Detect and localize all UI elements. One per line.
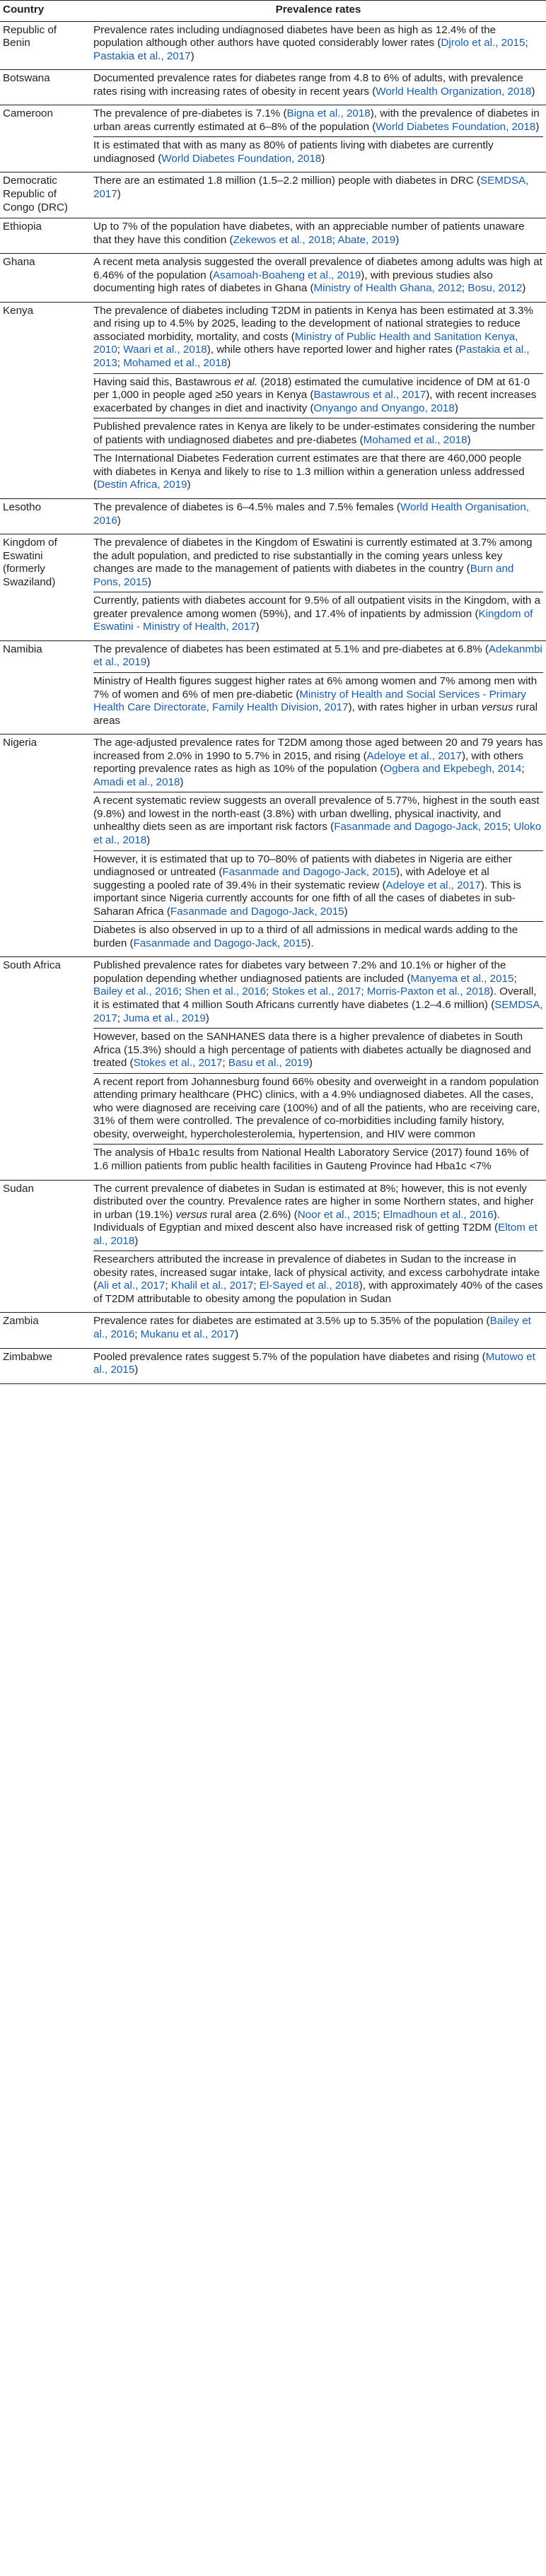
body-text: It is estimated that with as many as 80% of patients living with diabetes are currently undiagnosed ( — [93, 139, 494, 165]
citation-link[interactable]: Asamoah-Boaheng et al., 2019 — [212, 269, 361, 281]
body-text: ) — [395, 233, 400, 246]
table-row — [0, 957, 546, 1180]
italic-text: versus — [481, 701, 513, 714]
body-text: A recent report from Johannesburg found 66% obesity and overweight in a random population attending primary healthcare (PHC) clinics, with a 4.9% undiagnosed diabetes. All the cases, who were diagnosed are receiving care (100%) and of all the patients, who are receiving care, 31% of them were controlled. The prevalence of co-morbidities including family history, obesity, overweight, hypercholesterolemia, hypertension, and HIV were common — [93, 1075, 540, 1140]
body-text: ) — [146, 833, 151, 846]
country-cell: Democratic Republic of Congo (DRC) — [0, 172, 91, 218]
italic-text: et al. — [234, 375, 258, 388]
body-text: ) — [117, 514, 121, 527]
body-text: ) — [134, 1364, 139, 1376]
body-text: However, it is estimated that up to 70–80% of patients with diabetes in Nigeria are either undiagnosed or untreated ( — [93, 853, 512, 879]
citation-link[interactable]: Waari et al., 2018 — [123, 344, 207, 356]
prevalence-cell — [91, 1180, 546, 1313]
body-text: ). Overall, it is estimated that 4 million South Africans currently have diabetes (1.2–4.6 million) ( — [93, 985, 537, 1011]
table-row — [0, 1313, 546, 1348]
citation-link[interactable]: Adekanmbi et al., 2019 — [93, 643, 542, 669]
prevalence-paragraph — [93, 107, 543, 136]
body-text: ; — [165, 1280, 171, 1292]
prevalence-cell — [91, 70, 546, 105]
body-text: ) — [522, 282, 526, 295]
citation-link[interactable]: Destin Africa, 2019 — [97, 479, 187, 491]
body-text: ; — [521, 763, 525, 775]
citation-link[interactable]: Mohamed et al., 2018 — [363, 433, 467, 446]
body-text: The age-adjusted prevalence rates for T2DM among those aged between 20 and 79 years has increased from 2.0% in 1990 to 5.7% in 2015, and rising ( — [93, 737, 543, 762]
citation-link[interactable]: Amadi et al., 2018 — [93, 775, 180, 788]
citation-link[interactable]: SEMDSA, 2017 — [93, 175, 529, 201]
body-text: The prevalence of diabetes including T2DM in patients in Kenya has been estimated at 3.3% and rising up to 4.5% by 2025, leading to the development of national strategies to reduce associated morbidity, mortality, and costs ( — [93, 304, 533, 343]
body-text: ) — [531, 85, 535, 98]
body-text: ) — [454, 402, 458, 414]
citation-link[interactable]: World Health Organisation, 2016 — [93, 500, 529, 527]
prevalence-paragraph — [93, 737, 543, 792]
body-text: Documented prevalence rates for diabetes range from 4.8 to 6% of adults, with prevalence rates rising with increasing rates of obesity in recent years ( — [93, 72, 523, 98]
citation-link[interactable]: Ministry of Health Ghana, 2012 — [313, 282, 462, 295]
prevalence-paragraph — [93, 72, 543, 101]
prevalence-paragraph — [93, 24, 543, 66]
citation-link[interactable]: Zekewos et al., 2018 — [233, 233, 332, 246]
prevalence-paragraph — [93, 643, 543, 672]
table-row — [0, 21, 546, 70]
prevalence-paragraph — [93, 373, 543, 418]
table-row — [0, 172, 546, 218]
prevalence-paragraph — [93, 792, 543, 850]
citation-link[interactable]: Pastakia et al., 2017 — [93, 49, 191, 62]
body-text: ; — [507, 821, 514, 833]
body-text: ) — [146, 656, 151, 669]
prevalence-paragraph — [93, 418, 543, 450]
citation-link[interactable]: Mohamed et al., 2018 — [123, 357, 228, 370]
citation-link[interactable]: Adeloye et al., 2017 — [385, 879, 481, 891]
table-row — [0, 534, 546, 641]
citation-link[interactable]: Manyema et al., 2015 — [410, 972, 514, 985]
table-body — [0, 21, 546, 1383]
body-text: ), while others have reported lower and higher rates ( — [207, 344, 459, 356]
country-cell: Sudan — [0, 1180, 91, 1313]
citation-link[interactable]: Shen et al., 2016 — [185, 985, 267, 998]
country-cell: Nigeria — [0, 734, 91, 957]
citation-link[interactable]: Bosu, 2012 — [467, 282, 523, 295]
body-text: Pooled prevalence rates suggest 5.7% of the population have diabetes and rising ( — [93, 1350, 486, 1363]
column-header-country: Country — [0, 1, 91, 22]
citation-link[interactable]: Djrolo et al., 2015 — [441, 37, 525, 49]
prevalence-paragraph — [93, 672, 543, 730]
prevalence-cell — [91, 734, 546, 957]
body-text: ; — [117, 344, 124, 356]
body-text: ; — [178, 985, 185, 998]
citation-link[interactable]: Noor et al., 2015 — [297, 1208, 377, 1221]
body-text: ) — [187, 479, 191, 491]
body-text: Ministry of Health figures suggest higher rates at 6% among women and 7% among men with 7% of women and 6% of men pre-diabetic ( — [93, 674, 538, 701]
prevalence-cell — [91, 21, 546, 70]
body-text: ) — [117, 188, 121, 201]
prevalence-cell — [91, 302, 546, 498]
prevalence-paragraph — [93, 450, 543, 495]
prevalence-cell — [91, 1313, 546, 1348]
body-text: Up to 7% of the population have diabetes, with an appreciable number of patients unaware that they have this condition ( — [93, 221, 525, 246]
citation-link[interactable]: Pastakia et al., 2013 — [93, 344, 530, 370]
citation-link[interactable]: World Diabetes Foundation, 2018 — [376, 120, 536, 133]
body-text: ), with previous studies also documenting high rates of diabetes in Ghana ( — [93, 269, 493, 295]
citation-link[interactable]: Uloko et al., 2018 — [93, 821, 542, 846]
body-text: ; — [117, 357, 124, 370]
body-text: ; — [525, 37, 528, 49]
country-cell: Zimbabwe — [0, 1348, 91, 1383]
citation-link[interactable]: Mutowo et al., 2015 — [93, 1350, 535, 1376]
citation-link[interactable]: El-Sayed et al., 2018 — [259, 1280, 359, 1292]
country-cell: Botswana — [0, 70, 91, 105]
table-row — [0, 734, 546, 957]
prevalence-cell — [91, 105, 546, 172]
body-text: Currently, patients with diabetes account for 9.5% of all outpatient visits in the Kingdom, with a greater prevalence among women (59%), and 17.4% of inpatients by admission ( — [93, 595, 541, 620]
body-text: The prevalence of pre-diabetes is 7.1% ( — [93, 107, 287, 120]
body-text: ; — [361, 985, 367, 998]
column-header-prevalence-rates: Prevalence rates — [91, 1, 546, 22]
country-cell: Republic of Benin — [0, 21, 91, 70]
body-text: ; — [461, 282, 468, 295]
prevalence-cell — [91, 218, 546, 254]
header-row — [0, 1, 546, 22]
country-cell: Namibia — [0, 640, 91, 734]
prevalence-cell — [91, 172, 546, 218]
country-cell: Kenya — [0, 302, 91, 498]
body-text: ; — [513, 972, 517, 985]
prevalence-paragraph — [93, 1073, 543, 1144]
prevalence-paragraph — [93, 921, 543, 953]
table-row — [0, 70, 546, 105]
country-cell: Cameroon — [0, 105, 91, 172]
body-text: ), with rates higher in urban — [348, 701, 482, 714]
prevalence-cell — [91, 254, 546, 303]
citation-link[interactable]: Morris-Paxton et al., 2018 — [366, 985, 490, 998]
citation-link[interactable]: Eltom et al., 2018 — [93, 1222, 538, 1247]
body-text: ) — [255, 621, 260, 633]
body-text: Prevalence rates including undiagnosed diabetes have been as high as 12.4% of the population although other authors have quoted considerably lower rates ( — [93, 23, 496, 49]
country-cell: Ghana — [0, 254, 91, 303]
prevalence-paragraph — [93, 1144, 543, 1176]
prevalence-cell — [91, 498, 546, 534]
citation-link[interactable]: Kingdom of Eswatini - Ministry of Health, 2017 — [93, 607, 533, 633]
citation-link[interactable]: Ali et al., 2017 — [97, 1280, 165, 1292]
prevalence-paragraph — [93, 256, 543, 298]
table-row — [0, 1348, 546, 1383]
citation-link[interactable]: Fasanmade and Dagogo-Jack, 2015 — [222, 866, 397, 879]
body-text: Diabetes is also observed in up to a third of all admissions in medical wards adding to the burden ( — [93, 924, 518, 949]
citation-link[interactable]: Fasanmade and Dagogo-Jack, 2015 — [133, 937, 308, 949]
citation-link[interactable]: Fasanmade and Dagogo-Jack, 2015 — [334, 821, 508, 833]
table-row — [0, 1180, 546, 1313]
citation-link[interactable]: Mukanu et al., 2017 — [140, 1328, 236, 1341]
body-text: ; — [253, 1280, 260, 1292]
citation-link[interactable]: Ogbera and Ekpebegh, 2014 — [383, 763, 522, 775]
body-text: ; — [377, 1208, 383, 1221]
body-text: ) — [180, 775, 184, 788]
prevalence-paragraph — [93, 175, 543, 204]
body-text: ) — [308, 1057, 313, 1070]
citation-link[interactable]: Stokes et al., 2017 — [272, 985, 361, 998]
body-text: ), with the prevalence of diabetes in urban areas currently estimated at 6–8% of the population ( — [93, 107, 540, 133]
body-text: ) — [205, 1012, 209, 1024]
table-row — [0, 302, 546, 498]
prevalence-paragraph — [93, 592, 543, 637]
body-text: The current prevalence of diabetes in Sudan is estimated at 8%; however, this is not evenly distributed over the country. Prevalence rates are higher in some Northern states, and higher in urban (19.1%) — [93, 1182, 534, 1221]
prevalence-paragraph — [93, 850, 543, 922]
body-text: ) — [321, 152, 325, 165]
prevalence-cell — [91, 640, 546, 734]
country-cell: Ethiopia — [0, 218, 91, 254]
body-text: The analysis of Hba1c results from National Health Laboratory Service (2017) found 16% of 1.6 million patients from public health facilities in Gauteng Province had Hba1c <7% — [93, 1147, 529, 1173]
body-text: ), with approximately 40% of the cases of T2DM attributable to obesity among the population in Sudan — [93, 1280, 543, 1305]
citation-link[interactable]: Ministry of Health and Social Services - Primary Health Care Directorate, Family Health Division, 2017 — [93, 688, 526, 714]
body-text: The prevalence of diabetes in the Kingdom of Eswatini is currently estimated at 3.7% among the adult population, and predicted to rise substantially in the coming years unless key changes are made to the management of patients with diabetes in the country ( — [93, 537, 533, 575]
body-text: ; — [134, 1328, 141, 1341]
body-text: The prevalence of diabetes has been estimated at 5.1% and pre-diabetes at 6.8% ( — [93, 643, 489, 655]
body-text: Researchers attributed the increase in prevalence of diabetes in Sudan to the increase in obesity rates, increased sugar intake, lack of physical activity, and excess carbohydrate intake ( — [93, 1253, 540, 1292]
citation-link[interactable]: Fasanmade and Dagogo-Jack, 2015 — [170, 905, 344, 918]
prevalence-paragraph — [93, 305, 543, 373]
prevalence-paragraph — [93, 1183, 543, 1251]
citation-link[interactable]: Onyango and Onyango, 2018 — [313, 402, 455, 414]
prevalence-paragraph — [93, 221, 543, 250]
prevalence-paragraph — [93, 959, 543, 1028]
prevalence-cell — [91, 1348, 546, 1383]
prevalence-paragraph — [93, 1315, 543, 1344]
body-text: However, based on the SANHANES data there is a higher prevalence of diabetes in South Africa (15.3%) should a high percentage of patients with diabetes actually be diagnosed and treated ( — [93, 1031, 531, 1070]
citation-link[interactable]: Bailey et al., 2016 — [93, 1315, 531, 1341]
country-cell: Kingdom of Eswatini (formerly Swaziland) — [0, 534, 91, 641]
prevalence-paragraph — [93, 501, 543, 530]
table-row — [0, 254, 546, 303]
citation-link[interactable]: Elmadhoun et al., 2016 — [383, 1208, 494, 1221]
body-text: ) — [190, 49, 194, 62]
body-text: ; — [117, 1012, 124, 1024]
citation-link[interactable]: Bastawrous et al., 2017 — [313, 389, 426, 402]
body-text: ), with others reporting prevalence rates as high as 10% of the population ( — [93, 749, 523, 775]
country-cell: Lesotho — [0, 498, 91, 534]
prevalence-cell — [91, 957, 546, 1180]
prevalence-paragraph — [93, 537, 543, 592]
body-text: (2018) estimated the cumulative incidence of DM at 61·0 per 1,000 in people aged ≥50 years in Kenya ( — [93, 375, 530, 402]
citation-link[interactable]: Burn and Pons, 2015 — [93, 563, 514, 588]
citation-link[interactable]: Abate, 2019 — [337, 233, 396, 246]
body-text: ; — [266, 985, 272, 998]
body-text: ), with Adeloye et al suggesting a pooled rate of 39.4% in their systematic review ( — [93, 866, 489, 891]
citation-link[interactable]: Bailey et al., 2016 — [93, 985, 179, 998]
country-cell: Zambia — [0, 1313, 91, 1348]
citation-link[interactable]: World Diabetes Foundation, 2018 — [161, 152, 322, 165]
body-text: ) — [134, 1234, 139, 1247]
citation-link[interactable]: Juma et al., 2019 — [123, 1012, 206, 1024]
body-text: ) — [227, 357, 231, 370]
citation-link[interactable]: World Health Organization, 2018 — [376, 85, 532, 98]
country-cell: South Africa — [0, 957, 91, 1180]
body-text: ), with recent increases exacerbated by changes in diet and inactivity ( — [93, 389, 537, 414]
body-text: ) — [467, 433, 471, 446]
citation-link[interactable]: Stokes et al., 2017 — [133, 1057, 223, 1070]
body-text: A recent meta analysis suggested the overall prevalence of diabetes among adults was high at 6.46% of the population ( — [93, 256, 542, 281]
body-text: ) — [235, 1328, 239, 1341]
table-row — [0, 105, 546, 172]
citation-link[interactable]: Bigna et al., 2018 — [286, 107, 371, 120]
body-text: rural areas — [93, 701, 538, 727]
body-text: ; — [222, 1057, 228, 1070]
body-text: ). — [307, 937, 314, 949]
body-text: The International Diabetes Federation current estimates are that there are 460,000 people with diabetes in Kenya and likely to rise to 1.3 million within a generation unless addressed ( — [93, 452, 525, 491]
citation-link[interactable]: Khalil et al., 2017 — [170, 1280, 254, 1292]
body-text: Published prevalence rates in Kenya are likely to be under-estimates considering the number of patients with undiagnosed diabetes and pre-diabetes ( — [93, 421, 535, 446]
body-text: Having said this, Bastawrous — [93, 375, 235, 388]
body-text: Prevalence rates for diabetes are estimated at 3.5% up to 5.35% of the population ( — [93, 1315, 490, 1328]
body-text: ; — [332, 233, 338, 246]
body-text: Published prevalence rates for diabetes vary between 7.2% and 10.1% or higher of the population depending whether undiagnosed patients are included ( — [93, 959, 506, 985]
table-row — [0, 218, 546, 254]
prevalence-paragraph — [93, 1251, 543, 1309]
citation-link[interactable]: SEMDSA, 2017 — [93, 999, 543, 1024]
body-text: rural area (2.6%) ( — [207, 1208, 298, 1221]
prevalence-cell — [91, 534, 546, 641]
body-text: The prevalence of diabetes is 6–4.5% males and 7.5% females ( — [93, 500, 400, 513]
body-text: ). Individuals of Egyptian and mixed descent also have increased risk of getting T2DM ( — [93, 1208, 500, 1234]
prevalence-paragraph — [93, 1351, 543, 1380]
prevalence-paragraph — [93, 1028, 543, 1073]
body-text: ) — [535, 120, 540, 133]
table-row — [0, 640, 546, 734]
body-text: ). This is important since Nigeria currently accounts for one fifth of all the cases of diabetes in sub-Saharan Africa ( — [93, 879, 522, 918]
body-text: A recent systematic review suggests an overall prevalence of 5.77%, highest in the south east (9.8%) and lowest in the north-east (3.8%) with urban dwelling, physical inactivity, and unhealthy diets seen as are important risk factors ( — [93, 795, 540, 833]
citation-link[interactable]: Basu et al., 2019 — [228, 1057, 309, 1070]
italic-text: versus — [175, 1208, 208, 1221]
citation-link[interactable]: Adeloye et al., 2017 — [366, 749, 462, 762]
table-row — [0, 498, 546, 534]
prevalence-paragraph — [93, 136, 543, 168]
citation-link[interactable]: Ministry of Public Health and Sanitation Kenya, 2010 — [93, 330, 518, 356]
body-text: ) — [344, 905, 348, 918]
body-text: ) — [147, 575, 151, 588]
body-text: There are an estimated 1.8 million (1.5–2.2 million) people with diabetes in DRC ( — [93, 175, 481, 187]
